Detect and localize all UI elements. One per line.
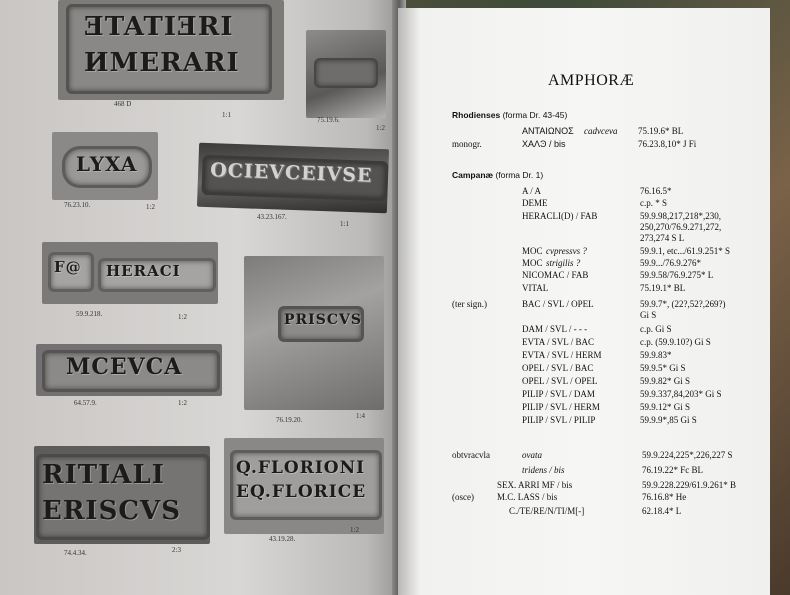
entry-ref: 59.9.../76.9.276* (640, 258, 702, 268)
stamp-text: RITIALI (42, 460, 165, 490)
entry-stamp: A / A (522, 186, 542, 196)
photo-caption-scale: 1:2 (146, 203, 155, 211)
entry-ref-cont: 273,274 S L (640, 233, 685, 243)
entry-stamp: PILIP / SVL / PILIP (522, 415, 596, 425)
entry-stamp: HERACLI(D) / FAB (522, 211, 598, 221)
entry-ref: 76.23.8,10* J Fi (638, 139, 697, 149)
stamp-text: EQ.FLORICE (236, 482, 367, 502)
entry-ref: 59.9.83* (640, 350, 672, 360)
entry-stamp-extra: ovata (522, 450, 542, 460)
photo-caption-id: 75.19.6. (317, 116, 340, 124)
entry-ref: c.p. Gi S (640, 324, 672, 334)
stamp-photo (52, 132, 158, 200)
entry-label: monogr. (452, 139, 482, 149)
section-heading-sub: (forma Dr. 43-45) (502, 110, 568, 120)
entry-stamp: NICOMAC / FAB (522, 270, 589, 280)
entry-stamp: DAM / SVL / - - - (522, 324, 588, 334)
entry-label: (ter sign.) (452, 299, 487, 309)
entry-ref: 59.9.5* Gi S (640, 363, 686, 373)
stamp-photo (306, 30, 386, 118)
entry-ref: 59.9.7*, (22?,52?,269?) (640, 299, 726, 309)
photo-caption-id: 43.23.167. (257, 213, 287, 221)
entry-stamp: ΧΑΛϿ / bis (522, 139, 566, 149)
photo-caption-scale: 1:2 (178, 313, 187, 321)
entry-stamp: EVTA / SVL / BAC (522, 337, 594, 347)
stamp-photo (34, 446, 210, 544)
stamp-photo (197, 143, 389, 214)
stamp-photo (224, 438, 384, 534)
entry-stamp: OPEL / SVL / BAC (522, 363, 594, 373)
entry-stamp: VITAL (522, 283, 549, 293)
stamp-photo (244, 256, 384, 410)
stamp-text: PRISCVS (284, 312, 362, 328)
entry-stamp-extra: cvpressvs ? (546, 246, 587, 256)
entry-stamp-extra: strigilis ? (546, 258, 581, 268)
stamp-photo (58, 0, 284, 100)
entry-ref: 59.9.337,84,203* Gi S (640, 389, 722, 399)
section-heading-sub: (forma Dr. 1) (495, 170, 544, 180)
stamp-text: MCEVCA (66, 354, 183, 380)
entry-ref: 59.9.9*,85 Gi S (640, 415, 697, 425)
entry-label: obtvracvla (452, 450, 490, 460)
entry-stamp: DEME (522, 198, 548, 208)
entry-ref: 62.18.4* L (642, 506, 682, 516)
section-heading-rhodienses (452, 110, 567, 121)
photo-caption-scale: 1:4 (356, 412, 365, 420)
stamp-text: Q.FLORIONI (236, 458, 366, 478)
stamp-photo (42, 242, 218, 304)
stamp-text: F@ (54, 258, 82, 276)
photo-caption-id: 76.19.20. (276, 416, 303, 424)
stamp-text: ИMERARI (84, 48, 240, 78)
entry-ref: 76.16.8* He (642, 492, 687, 502)
entry-ref: 75.19.6* BL (638, 126, 684, 136)
entry-stamp: OPEL / SVL / OPEL (522, 376, 598, 386)
section-heading-campanae (452, 170, 543, 181)
entry-ref-cont: 250,270/76.9.271,272, (640, 222, 722, 232)
stamp-text: OCIEVCEIVSE (209, 159, 373, 187)
entry-ref: 75.19.1* BL (640, 283, 686, 293)
stamp-text: LYXA (76, 152, 138, 176)
entry-ref: 59.9.224,225*,226,227 S (642, 450, 733, 460)
entry-stamp: PILIP / SVL / DAM (522, 389, 595, 399)
entry-stamp: MOC (522, 246, 543, 256)
photo-caption-scale: 1:2 (350, 526, 359, 534)
section-heading-label: Rhodienses (452, 110, 501, 120)
entry-stamp: ΑΝΤΑΙΩΝΟΣ (522, 126, 574, 136)
entry-ref: 59.9.1, etc.../61.9.251* S (640, 246, 730, 256)
photo-caption-id: 76.23.10. (64, 201, 91, 209)
photo-caption-id: 59.9.218. (76, 310, 103, 318)
entry-stamp: SEX. ARRI MF / bis (497, 480, 573, 490)
section-heading-label: Campanæ (452, 170, 494, 180)
photo-caption-id: 468 D (114, 100, 132, 108)
stamp-text: HERACI (106, 262, 181, 280)
entry-stamp: C./TE/RE/N/TI/M[-] (509, 506, 585, 516)
photo-caption-scale: 1:2 (376, 124, 385, 132)
entry-ref-cont: Gi S (640, 310, 657, 320)
entry-stamp: M.C. LASS / bis (497, 492, 558, 502)
photo-caption-id: 64.57.9. (74, 399, 97, 407)
entry-stamp-extra: cadvceva (584, 126, 618, 136)
entry-stamp: EVTA / SVL / HERM (522, 350, 602, 360)
entry-stamp: PILIP / SVL / HERM (522, 402, 600, 412)
entry-ref: 59.9.12* Gi S (640, 402, 691, 412)
photo-caption-scale: 2:3 (172, 546, 181, 554)
stamp-photo (36, 344, 222, 396)
entry-ref: 76.19.22* Fc BL (642, 465, 704, 475)
photo-caption-scale: 1:1 (340, 220, 349, 228)
entry-label: (osce) (452, 492, 474, 502)
entry-ref: c.p. (59.9.10?) Gi S (640, 337, 711, 347)
entry-ref: 59.9.58/76.9.275* L (640, 270, 714, 280)
photo-caption-id: 43.19.28. (269, 535, 296, 543)
entry-ref: 59.9.228.229/61.9.261* B (642, 480, 737, 490)
entry-ref: 76.16.5* (640, 186, 672, 196)
entry-ref: 59.9.98,217,218*,230, (640, 211, 721, 221)
photo-caption-id: 74.4.34. (64, 549, 87, 557)
entry-stamp: BAC / SVL / OPEL (522, 299, 594, 309)
stamp-text: ƎTATIƎRI (84, 12, 234, 42)
photo-caption-scale: 1:2 (178, 399, 187, 407)
page-title: AMPHORÆ (548, 72, 635, 89)
entry-stamp-extra: tridens / bis (522, 465, 565, 475)
entry-ref: 59.9.82* Gi S (640, 376, 691, 386)
stamp-text: ERISCVS (42, 496, 182, 526)
entry-stamp: MOC (522, 258, 543, 268)
photo-caption-scale: 1:1 (222, 111, 231, 119)
entry-ref: c.p. * S (640, 198, 667, 208)
